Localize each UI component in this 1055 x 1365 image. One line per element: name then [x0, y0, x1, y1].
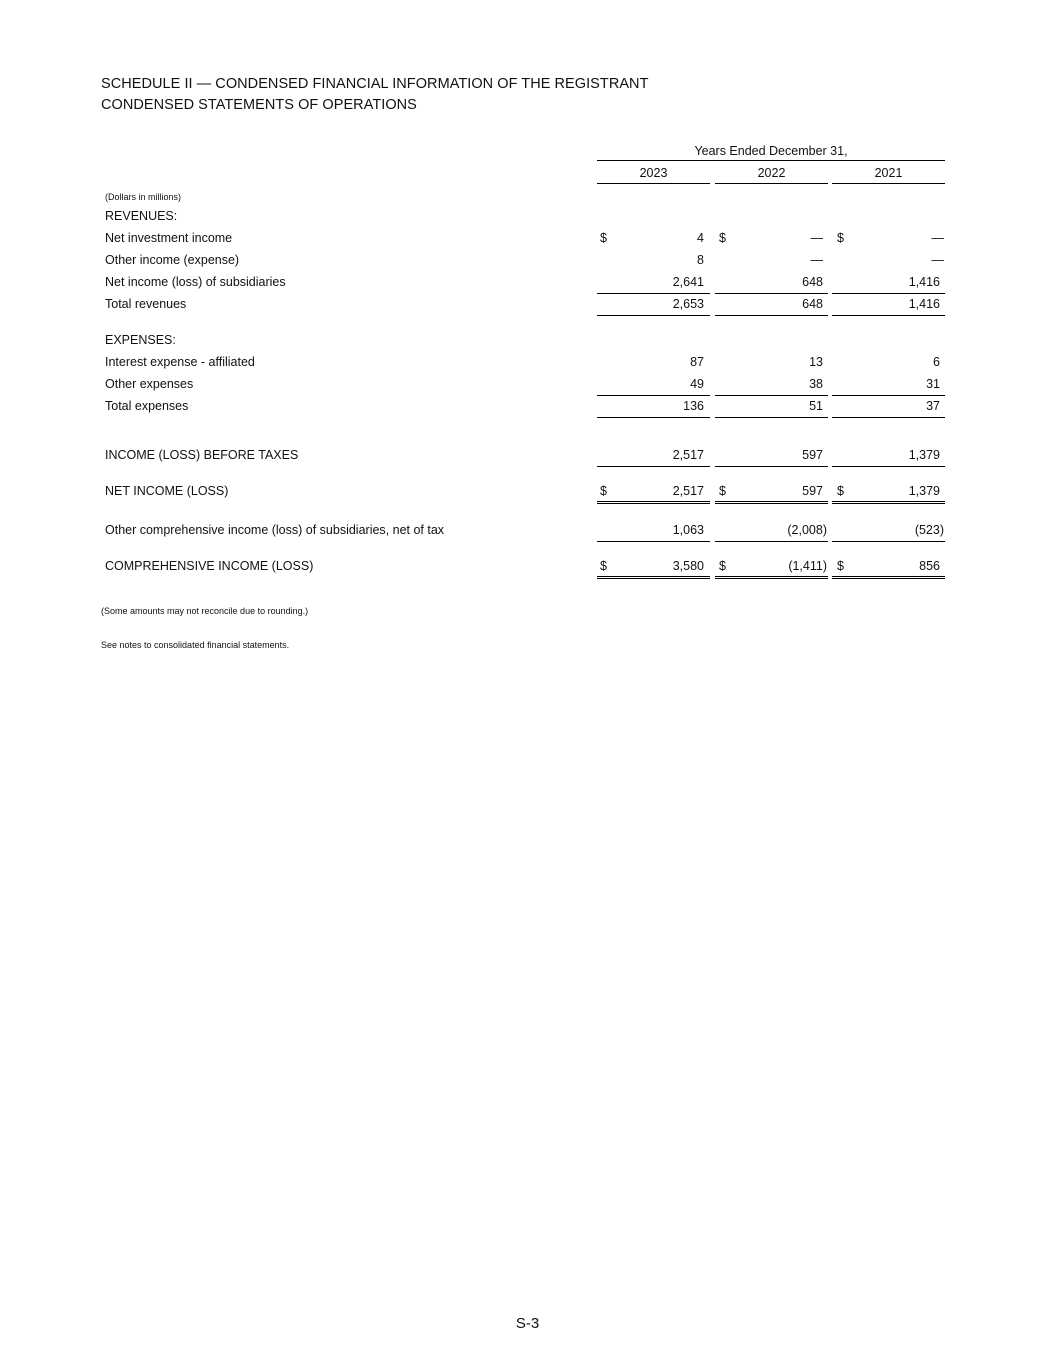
period-header: Years Ended December 31, — [694, 144, 848, 158]
value-2022: 51 — [809, 399, 823, 413]
total-rule — [597, 466, 710, 467]
double-rule — [832, 576, 945, 579]
value-2021: 1,379 — [908, 484, 940, 498]
currency-symbol: $ — [719, 231, 726, 245]
year-header-2022: 2022 — [757, 166, 786, 180]
subtotal-rule — [597, 395, 710, 396]
row-label: INCOME (LOSS) BEFORE TAXES — [105, 448, 299, 462]
row-label: Net investment income — [105, 231, 233, 245]
income-before-taxes-row — [0, 448, 1055, 464]
revenues-header-row — [0, 209, 1055, 225]
value-2022: 597 — [802, 484, 823, 498]
year-rule — [832, 183, 945, 184]
value-2021: (523) — [914, 523, 944, 537]
value-2022: 38 — [809, 377, 823, 391]
total-rule — [715, 541, 828, 542]
row-label: Total expenses — [105, 399, 189, 413]
row-label: Other expenses — [105, 377, 194, 391]
currency-symbol: $ — [600, 231, 607, 245]
value-2021: — — [931, 231, 944, 245]
value-2022: 13 — [809, 355, 823, 369]
double-rule — [597, 576, 710, 579]
value-2021: 31 — [926, 377, 940, 391]
row-label: NET INCOME (LOSS) — [105, 484, 229, 498]
subtotal-rule — [715, 293, 828, 294]
value-2023: 136 — [683, 399, 704, 413]
currency-symbol: $ — [837, 559, 844, 573]
expenses-header-row — [0, 333, 1055, 349]
row-label: Net income (loss) of subsidiaries — [105, 275, 286, 289]
value-2021: 37 — [926, 399, 940, 413]
currency-symbol: $ — [600, 484, 607, 498]
year-rule — [715, 183, 828, 184]
currency-symbol: $ — [719, 484, 726, 498]
value-2023: 1,063 — [672, 523, 704, 537]
value-2022: — — [810, 231, 823, 245]
value-2023: 8 — [697, 253, 704, 267]
interest-expense-row — [0, 355, 1055, 371]
rounding-note: (Some amounts may not reconcile due to rounding.) — [101, 606, 309, 616]
row-label: Other income (expense) — [105, 253, 240, 267]
value-2021: 1,379 — [908, 448, 940, 462]
double-rule — [715, 501, 828, 504]
value-2021: 1,416 — [908, 275, 940, 289]
subtotal-rule — [597, 293, 710, 294]
value-2023: 2,517 — [672, 448, 704, 462]
total-rule — [832, 315, 945, 316]
other-expenses-row — [0, 377, 1055, 393]
schedule-title: SCHEDULE II — CONDENSED FINANCIAL INFORMATION OF THE REGISTRANT — [101, 76, 649, 92]
net-income-row — [0, 484, 1055, 500]
row-label: Other comprehensive income (loss) of subsidiaries, net of tax — [105, 523, 445, 537]
year-header-2021: 2021 — [874, 166, 903, 180]
value-2023: 2,641 — [672, 275, 704, 289]
row-label: Interest expense - affiliated — [105, 355, 255, 369]
value-2022: (2,008) — [787, 523, 827, 537]
value-2023: 49 — [690, 377, 704, 391]
value-2021: 6 — [933, 355, 940, 369]
total-rule — [597, 417, 710, 418]
subtotal-rule — [832, 293, 945, 294]
currency-symbol: $ — [837, 231, 844, 245]
net-income-subsidiaries-row — [0, 275, 1055, 291]
value-2021: 1,416 — [908, 297, 940, 311]
value-2022: — — [810, 253, 823, 267]
year-rule — [597, 183, 710, 184]
value-2021: — — [931, 253, 944, 267]
subtotal-rule — [715, 395, 828, 396]
comprehensive-income-row — [0, 559, 1055, 575]
row-label: COMPREHENSIVE INCOME (LOSS) — [105, 559, 314, 573]
total-rule — [715, 417, 828, 418]
value-2022: 648 — [802, 275, 823, 289]
value-2021: 856 — [919, 559, 940, 573]
total-rule — [832, 541, 945, 542]
total-rule — [832, 466, 945, 467]
value-2022: 648 — [802, 297, 823, 311]
value-2023: 2,653 — [672, 297, 704, 311]
total-rule — [715, 466, 828, 467]
total-revenues-row — [0, 297, 1055, 313]
net-investment-income-row — [0, 231, 1055, 247]
total-expenses-row — [0, 399, 1055, 415]
double-rule — [597, 501, 710, 504]
value-2023: 3,580 — [672, 559, 704, 573]
value-2023: 2,517 — [672, 484, 704, 498]
other-income-row — [0, 253, 1055, 269]
double-rule — [832, 501, 945, 504]
total-rule — [715, 315, 828, 316]
currency-symbol: $ — [837, 484, 844, 498]
notes-reference: See notes to consolidated financial statements. — [101, 640, 290, 650]
page-number: S-3 — [515, 1315, 540, 1332]
year-header-2023: 2023 — [639, 166, 668, 180]
currency-symbol: $ — [719, 559, 726, 573]
double-rule — [715, 576, 828, 579]
total-rule — [832, 417, 945, 418]
subtotal-rule — [832, 395, 945, 396]
total-rule — [597, 541, 710, 542]
value-2023: 4 — [697, 231, 704, 245]
row-label: Total revenues — [105, 297, 187, 311]
units-note: (Dollars in millions) — [105, 192, 182, 202]
row-label: REVENUES: — [105, 209, 178, 223]
value-2023: 87 — [690, 355, 704, 369]
currency-symbol: $ — [600, 559, 607, 573]
statement-title: CONDENSED STATEMENTS OF OPERATIONS — [101, 97, 417, 113]
period-header-rule — [597, 160, 945, 161]
total-rule — [597, 315, 710, 316]
value-2022: (1,411) — [788, 559, 827, 573]
oci-subsidiaries-row — [0, 523, 1055, 539]
value-2022: 597 — [802, 448, 823, 462]
row-label: EXPENSES: — [105, 333, 176, 347]
